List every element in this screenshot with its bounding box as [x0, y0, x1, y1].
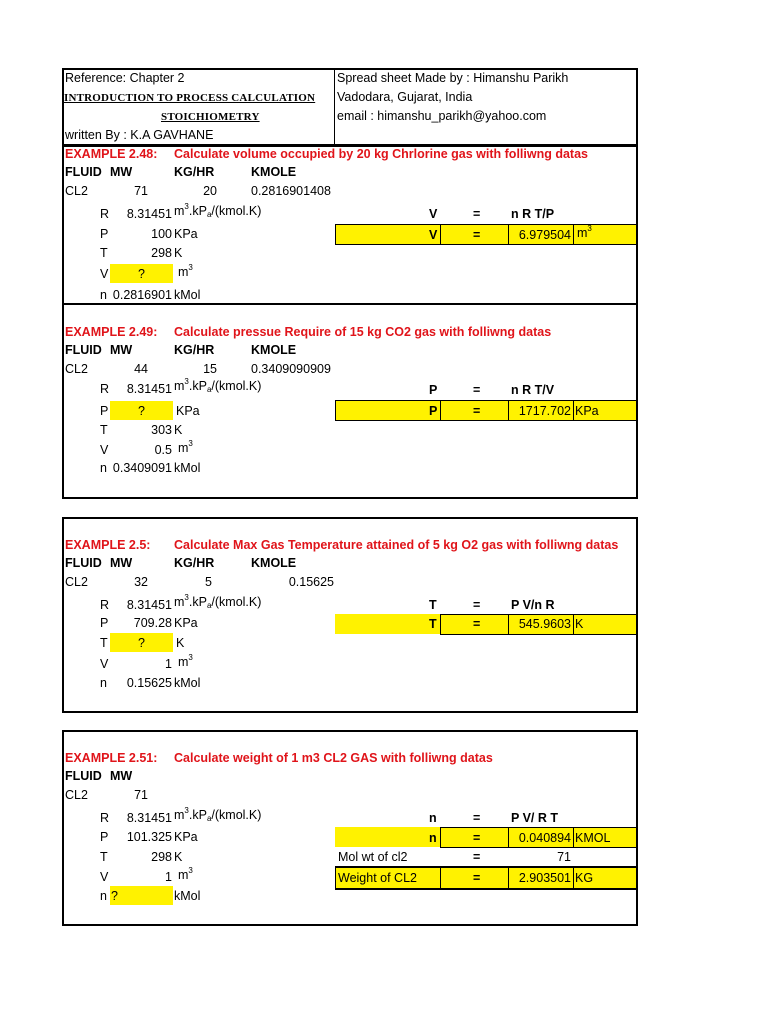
ex251-formula-eq: =	[473, 811, 481, 825]
ex248-V-unknown: ?	[138, 267, 145, 281]
ex249-formula: n R T/V	[511, 383, 555, 397]
ex251-P-unit: KPa	[174, 830, 198, 844]
ex25-result-m3	[573, 614, 574, 634]
ex251-result-var: n	[429, 831, 437, 845]
ex249-V-value: 0.5	[154, 443, 172, 457]
ex249-n-label: n	[100, 461, 107, 475]
ex248-col-fluid: FLUID	[65, 165, 102, 179]
ex248-T-value: 298	[151, 246, 172, 260]
ex249-result-var: P	[429, 404, 438, 418]
ex25-P-label: P	[100, 616, 109, 630]
ex25-col-fluid: FLUID	[65, 556, 102, 570]
ex25-result-highlight	[335, 614, 636, 634]
ex251-weight-m1	[440, 867, 441, 888]
ex251-n-unknown: ?	[111, 889, 118, 903]
ex25-V-unit: $m^3$	[178, 653, 193, 669]
ex249-T-value: 303	[151, 423, 172, 437]
ex25-result-top	[440, 614, 637, 615]
ex249-formula-eq: =	[473, 383, 481, 397]
ex248-formula: n R T/P	[511, 207, 555, 221]
ex249-n-value: 0.3409091	[112, 461, 172, 475]
ex251-weight-top	[335, 866, 637, 868]
reference-text: Reference: Chapter 2	[65, 71, 185, 85]
ex249-kghr: 15	[203, 362, 217, 376]
ex25-T-unknown: ?	[138, 636, 145, 650]
author-text: written By : K.A GAVHANE	[65, 128, 214, 142]
ex251-V-label: V	[100, 870, 109, 884]
ex249-n-unit: kMol	[174, 461, 201, 475]
ex251-molwt-label: Mol wt of cl2	[338, 850, 408, 864]
ex249-result-bottom	[335, 420, 637, 421]
ex248-description: Calculate volume occupied by 20 kg Chrlorine gas with folliwng datas	[174, 147, 588, 161]
ex249-T-unit: K	[174, 423, 183, 437]
ex25-result-bottom	[440, 634, 637, 635]
ex248-mw: 71	[134, 184, 148, 198]
header-divider	[334, 69, 335, 145]
ex25-P-value: 709.28	[133, 616, 172, 630]
ex248-n-unit: kMol	[174, 288, 201, 302]
ex249-mw: 44	[134, 362, 148, 376]
made-by-text: Spread sheet Made by : Himanshu Parikh	[337, 71, 569, 85]
ex25-P-unit: KPa	[174, 616, 198, 630]
ex251-R-value: 8.31451	[126, 811, 172, 825]
ex249-kmole: 0.3409090909	[251, 362, 331, 376]
ex25-formula: P V/n R	[511, 598, 555, 612]
ex249-result-top	[335, 400, 637, 401]
ex25-title: EXAMPLE 2.5:	[65, 538, 151, 552]
ex249-result-m3	[573, 400, 574, 420]
ex248-n-label: n	[100, 288, 107, 302]
book-subtitle: STOICHIOMETRY	[161, 111, 260, 123]
ex249-P-label: P	[100, 404, 109, 418]
ex249-result-unit: KPa	[575, 404, 599, 418]
email-text: email : himanshu_parikh@yahoo.com	[337, 109, 547, 123]
ex248-result-eq: =	[473, 228, 481, 242]
ex25-V-value: 1	[165, 657, 172, 671]
ex251-formula-var: n	[429, 811, 437, 825]
ex25-fluid: CL2	[65, 575, 88, 589]
ex25-n-label: n	[100, 676, 107, 690]
ex25-result-var: T	[429, 617, 437, 631]
ex249-col-kmole: KMOLE	[251, 343, 297, 357]
ex248-result-bottom	[335, 244, 637, 245]
ex248-P-label: P	[100, 227, 109, 241]
ex25-result-value: 545.9603	[518, 617, 571, 631]
ex248-title: EXAMPLE 2.48:	[65, 147, 158, 161]
ex25-col-mw: MW	[110, 556, 133, 570]
ex248-P-unit: KPa	[174, 227, 198, 241]
ex249-description: Calculate pressue Require of 15 kg CO2 gas with folliwng datas	[174, 325, 552, 339]
ex251-result-m1	[440, 827, 441, 847]
ex251-result-bottom	[440, 847, 637, 848]
ex251-n-unknown-highlight	[110, 886, 173, 905]
ex25-V-label: V	[100, 657, 109, 671]
ex248-col-mw: MW	[110, 165, 133, 179]
ex248-result-l	[335, 224, 336, 244]
ex251-molwt-value: 71	[557, 850, 571, 864]
ex251-T-label: T	[100, 850, 108, 864]
ex25-kghr: 5	[205, 575, 212, 589]
ex25-result-unit: K	[575, 617, 584, 631]
ex249-col-kghr: KG/HR	[174, 343, 215, 357]
ex251-molwt-eq: =	[473, 850, 481, 864]
ex248-R-value: 8.31451	[126, 207, 172, 221]
ex248-T-unit: K	[174, 246, 183, 260]
ex251-col-mw: MW	[110, 769, 133, 783]
ex25-n-unit: kMol	[174, 676, 201, 690]
ex249-P-unit: KPa	[176, 404, 200, 418]
ex248-result-unit: $m^3$	[577, 224, 592, 240]
ex248-result-m3	[573, 224, 574, 244]
ex251-result-m3	[573, 827, 574, 847]
ex249-result-l	[335, 400, 336, 420]
ex248-fluid: CL2	[65, 184, 88, 198]
ex251-result-eq: =	[473, 831, 481, 845]
ex248-result-var: V	[429, 228, 438, 242]
ex251-R-label: R	[100, 811, 110, 825]
ex249-V-unit: $m^3$	[178, 439, 193, 455]
ex248-col-kmole: KMOLE	[251, 165, 297, 179]
ex251-weight-m3	[573, 867, 574, 888]
ex251-col-fluid: FLUID	[65, 769, 102, 783]
ex25-T-label: T	[100, 636, 108, 650]
ex248-kmole: 0.2816901408	[251, 184, 331, 198]
ex248-formula-var: V	[429, 207, 438, 221]
ex248-V-unit: $m^3$	[178, 263, 193, 279]
ex251-description: Calculate weight of 1 m3 CL2 GAS with folliwng datas	[174, 751, 493, 765]
ex249-formula-var: P	[429, 383, 438, 397]
book-title: INTRODUCTION TO PROCESS CALCULATION	[64, 92, 316, 104]
ex248-T-label: T	[100, 246, 108, 260]
ex25-kmole: 0.15625	[288, 575, 334, 589]
ex25-col-kmole: KMOLE	[251, 556, 297, 570]
ex25-result-eq: =	[473, 617, 481, 631]
ex25-R-label: R	[100, 598, 110, 612]
ex251-result-value: 0.040894	[518, 831, 571, 845]
ex251-weight-bottom	[335, 888, 637, 890]
ex25-formula-var: T	[429, 598, 437, 612]
ex251-weight-eq: =	[473, 871, 481, 885]
ex251-P-label: P	[100, 830, 109, 844]
ex249-T-label: T	[100, 423, 108, 437]
ex251-n-unit: kMol	[174, 889, 201, 903]
ex25-n-value: 0.15625	[126, 676, 172, 690]
ex251-result-top	[440, 827, 637, 828]
ex25-R-unit: $m^3.kPa/(kmol.K)$	[174, 593, 262, 610]
ex251-R-unit: $m^3.kPa/(kmol.K)$	[174, 806, 262, 823]
ex251-mw: 71	[134, 788, 148, 802]
ex25-col-kghr: KG/HR	[174, 556, 215, 570]
ex251-T-unit: K	[174, 850, 183, 864]
ex251-T-value: 298	[151, 850, 172, 864]
ex248-n-value: 0.2816901	[112, 288, 172, 302]
ex251-P-value: 101.325	[126, 830, 172, 844]
ex25-result-m1	[440, 614, 441, 634]
ex249-fluid: CL2	[65, 362, 88, 376]
ex248-V-label: V	[100, 267, 109, 281]
ex25-description: Calculate Max Gas Temperature attained of 5 kg O2 gas with folliwng datas	[174, 538, 619, 552]
ex25-formula-eq: =	[473, 598, 481, 612]
ex248-R-unit: $m^3.kPa/(kmol.K)$	[174, 202, 262, 219]
ex248-kghr: 20	[203, 184, 217, 198]
ex249-result-value: 1717.702	[518, 404, 571, 418]
ex248-result-value: 6.979504	[518, 228, 571, 242]
ex251-weight-label: Weight of CL2	[338, 871, 417, 885]
ex251-V-unit: $m^3$	[178, 866, 193, 882]
ex249-R-value: 8.31451	[126, 382, 172, 396]
ex248-P-value: 100	[151, 227, 172, 241]
ex248-result-m1	[440, 224, 441, 244]
ex248-R-label: R	[100, 207, 110, 221]
ex249-R-unit: $m^3.kPa/(kmol.K)$	[174, 377, 262, 394]
ex249-P-unknown: ?	[138, 404, 145, 418]
ex251-weight-l	[335, 867, 336, 888]
ex249-col-mw: MW	[110, 343, 133, 357]
ex25-T-unit: K	[176, 636, 185, 650]
ex251-formula: P V/ R T	[511, 811, 559, 825]
ex251-n-label: n	[100, 889, 107, 903]
location-text: Vadodara, Gujarat, India	[337, 90, 473, 104]
ex249-col-fluid: FLUID	[65, 343, 102, 357]
ex25-R-value: 8.31451	[126, 598, 172, 612]
ex251-title: EXAMPLE 2.51:	[65, 751, 158, 765]
ex25-mw: 32	[134, 575, 148, 589]
ex249-V-label: V	[100, 443, 109, 457]
ex249-result-eq: =	[473, 404, 481, 418]
ex251-result-unit: KMOL	[575, 831, 611, 845]
ex249-result-m1	[440, 400, 441, 420]
ex248-col-kghr: KG/HR	[174, 165, 215, 179]
ex248-formula-eq: =	[473, 207, 481, 221]
ex249-R-label: R	[100, 382, 110, 396]
ex251-V-value: 1	[165, 870, 172, 884]
ex249-title: EXAMPLE 2.49:	[65, 325, 158, 339]
ex251-fluid: CL2	[65, 788, 88, 802]
ex251-weight-value: 2.903501	[518, 871, 571, 885]
ex251-weight-unit: KG	[575, 871, 594, 885]
